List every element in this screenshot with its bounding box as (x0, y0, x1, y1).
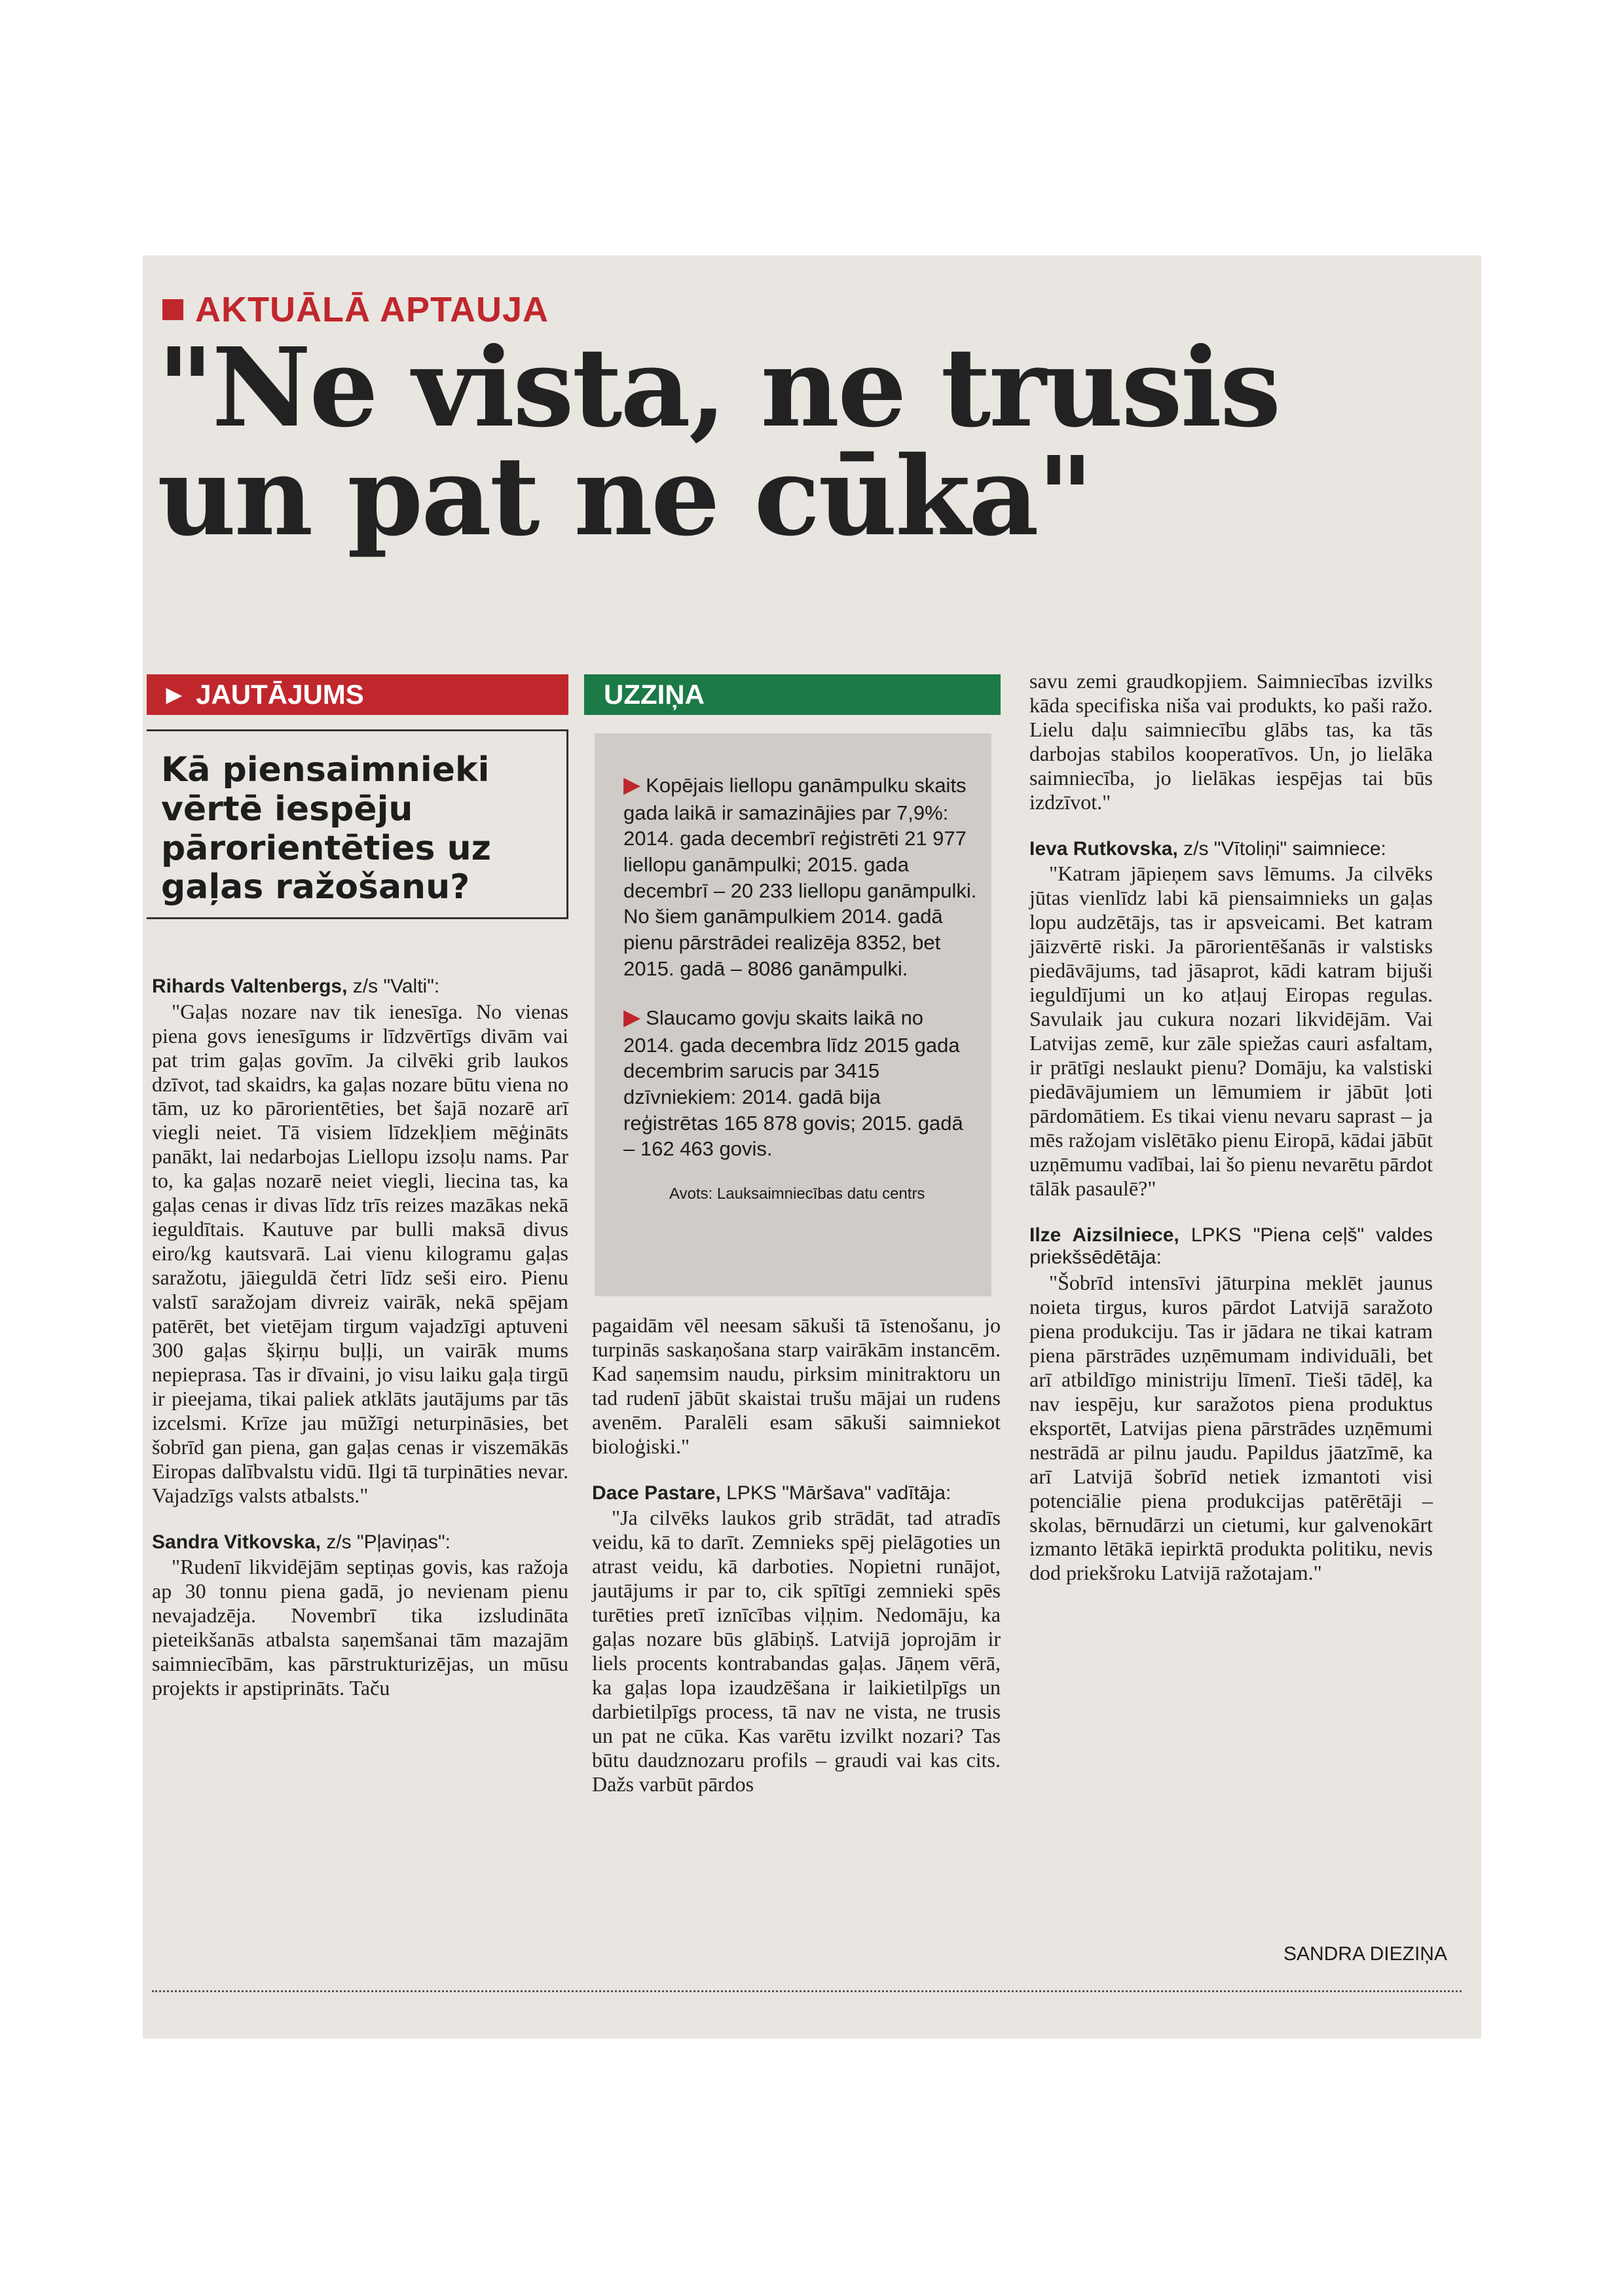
respondent-2-answer-part-2: pagaidām vēl neesam sākuši tā īstenošanu, jo turpinās saskaņošana starp vairākām instancēm. Kad saņemsim naudu, pirksim minitraktoru un tad rudenī jābūt skaistai trušu mājai un rudens avenēm. Paralēli esam sākuši saimniekot bioloģiski." (592, 1313, 1001, 1458)
question-box: Kā piensaimnieki vērtē iespēju pārorientēties uz gaļas ražošanu? (147, 729, 568, 919)
respondent-3-answer-part-2: savu zemi graudkopjiem. Saimniecības izvilks kāda specifiska niša vai produkts, ko paši ražo. Lielu daļu saimniecību glābs tas, ka tās darbojas stabilos kooperatīvos. Un, jo lielāka saimniecība, jo lielākas iespējas tai būs izdzīvot." (1029, 669, 1433, 814)
byline: SANDRA DIEZIŅA (1283, 1943, 1447, 1965)
info-banner (584, 674, 1001, 715)
respondent-4-name: Ieva Rutkovska, (1029, 837, 1178, 860)
respondent-2-name: Sandra Vitkovska, (152, 1531, 321, 1553)
respondent-3 (592, 1482, 1001, 1505)
respondent-5-name: Ilze Aizsilniece, (1029, 1224, 1179, 1246)
article-column-1 (152, 975, 568, 1700)
respondent-5 (1029, 1224, 1433, 1269)
respondent-4-role: z/s "Vītoliņi" saimniece: (1177, 837, 1386, 860)
question-banner-text: JAUTĀJUMS (196, 679, 364, 710)
red-arrow-icon: ▶ (623, 773, 641, 797)
question-banner (147, 674, 568, 715)
red-square-icon (162, 299, 183, 320)
info-paragraph-text: Slaucamo govju skaits laikā no 2014. gada decembra līdz 2015 gada decembrim sarucis par 3415 dzīvniekiem: 2014. gadā bija reģistrētas 165 878 govis; 2015. gadā – 162 463 govis. (623, 1006, 963, 1161)
respondent-1-answer: "Gaļas nozare nav tik ienesīga. No vienas piena govs ienesīgums ir līdzvērtīgs divām vai pat trim gaļas govīm. Ja cilvēki grib laukos dzīvot, tad skaidrs, ka gaļas nozare būtu viena no tām, uz ko pārorientēties, bet šajā nozarē arī viegli neiet. Tā visiem līdzekļiem mēģināts panākt, lai nedarbojas Liellopu izsoļu nams. Par to, ka gaļas nozarē neiet viegli, liecina tas, ka gaļas cenas ir divas līdz trīs reizes mazākas nekā ieguldītais. Kautuve par bulli maksā divus eiro/kg kautsvarā. Lai vienu kilogramu gaļas saražotu, jāieguldā četri līdz seši eiro. Pienu valstī saražojam divreiz vairāk, nekā spējam patērēt, bet vietējam tirgum vajadzīgi aptuveni 300 gaļas šķirņu buļļi, un vairāk mums nepieprasa. Tas ir dīvaini, jo visu laiku gaļa tirgū ir pieejama, tikai paliek atklāts jautājums par tās izcelsmi. Krīze jau mūžīgi neturpināsies, bet šobrīd gan piena, gan gaļas cenas ir viszemākās Eiropas dalībvalstu vidū. Ilgi tā turpināties nevar. Vajadzīgs valsts atbalsts." (152, 999, 568, 1507)
respondent-4 (1029, 838, 1433, 861)
headline: "Ne vista, ne trusis un pat ne cūka" (157, 324, 1280, 560)
respondent-5-answer: "Šobrīd intensīvi jāturpina meklēt jaunus noieta tirgus, kuros pārdot Latvijā saražoto piena produkciju. Tas ir jādara ne tikai katram piena pārstrādes uzņēmumam individuāli, bet arī atbildīgo ministriju līmenī. Tieši tādēļ, ka nav iespēju, kur saražotos piena produktus eksportēt, Latvijas piena pārstrādes uzņēmumi nestrādā ar pilnu jaudu. Papildus jāatzīmē, ka arī Latvijā šobrīd netiek izmantoti visi potenciālie piena produkcijas patērētāji – skolas, bērnudārzi un cietumi, kur galvenokārt izmanto lētākā iepirktā produkta politiku, nevis dod priekšroku Latvijā ražotajam." (1029, 1270, 1433, 1585)
article-column-3 (1029, 669, 1433, 1585)
info-source: Avots: Lauksaimniecības datu centrs (669, 1185, 925, 1203)
respondent-4-answer: "Katram jāpieņem savs lēmums. Ja cilvēks jūtas vienlīdz labi kā piensaimnieks un gaļas lopu audzētājs, tas ir apsveicami. Bet katram jāizvērtē riski. Ja pārorientēšanās ir valstisks piedāvājums, tad jāsaprot, kādi katram bijuši ieguldījumi un ko atļauj Eiropas regulas. Savulaik jau cukura nozari likvidējām. Vai Latvijas zemē, kur zāle spiežas cauri asfaltam, ir prātīgi neslaukt pienu? Domāju, ka valstiski piedāvājumiem un lēmumiem ir jābūt ļoti pārdomātiem. Es tikai vienu nevaru saprast – ja mēs ražojam vislētāko pienu Eiropā, kādai jābūt uzņēmumu vadībai, lai šo pienu nevarētu pārdot tālāk pasaulē?" (1029, 862, 1433, 1200)
respondent-5-role: LPKS "Piena ceļš" valdes priekšsēdētāja: (1029, 1224, 1433, 1269)
respondent-1-role: z/s "Valti": (347, 975, 440, 997)
respondent-3-role: LPKS "Māršava" vadītāja: (720, 1482, 951, 1504)
info-paragraph-text: Kopējais liellopu ganāmpulku skaits gada laikā ir samazinājies par 7,9%: 2014. gada decembrī reģistrēti 21 977 liellopu ganāmpulki; 2015. gada decembrī – 20 233 liellopu ganāmpulki. No šiem ganāmpulkiem 2014. gadā pienu pārstrādei realizēja 8352, bet 2015. gadā – 8086 ganāmpulki. (623, 774, 977, 980)
info-box (595, 733, 991, 1296)
red-arrow-icon: ▶ (623, 1005, 641, 1030)
play-triangle-icon: ▶ (166, 683, 182, 706)
respondent-2-answer-part-1: "Rudenī likvidējām septiņas govis, kas ražoja ap 30 tonnu piena gadā, jo nevienam pienu nevajadzēja. Novembrī tika izsludināta pieteikšanās atbalsta saņemšanai tām mazajām saimniecībām, kas pārstrukturizējas, un mūsu projekts ir apstiprināts. Taču (152, 1555, 568, 1700)
dotted-divider (152, 1990, 1462, 1992)
respondent-1 (152, 975, 568, 998)
respondent-2-role: z/s "Pļaviņas": (320, 1531, 451, 1553)
section-label-text: AKTUĀLĀ APTAUJA (195, 290, 549, 329)
newspaper-clipping (143, 255, 1481, 2039)
info-banner-text: UZZIŅA (604, 679, 705, 710)
info-paragraph (623, 1004, 978, 1162)
respondent-2 (152, 1531, 568, 1554)
info-paragraph (623, 771, 978, 981)
respondent-3-name: Dace Pastare, (592, 1482, 721, 1504)
article-column-2 (592, 1313, 1001, 1796)
respondent-3-answer-part-1: "Ja cilvēks laukos grib strādāt, tad atradīs veidu, kā to darīt. Zemnieks spēj pielāgoties un atrast veidu, kā darboties. Nopietni runājot, jautājums ir par to, cik spītīgi zemnieki spēs turēties pretī iznīcības viļņim. Nedomāju, ka gaļas nozare būs glābiņš. Latvijā joprojām ir liels procents kontrabandas gaļas. Jāņem vērā, ka gaļas lopa izaudzēšana ir laikietilpīgs un darbietilpīgs process, tā nav ne vista, ne trusis un pat ne cūka. Kas varētu izvilkt nozari? Tas būtu daudznozaru profils – graudi vai kas cits. Dažs varbūt pārdos (592, 1506, 1001, 1796)
respondent-1-name: Rihards Valtenbergs, (152, 975, 348, 997)
